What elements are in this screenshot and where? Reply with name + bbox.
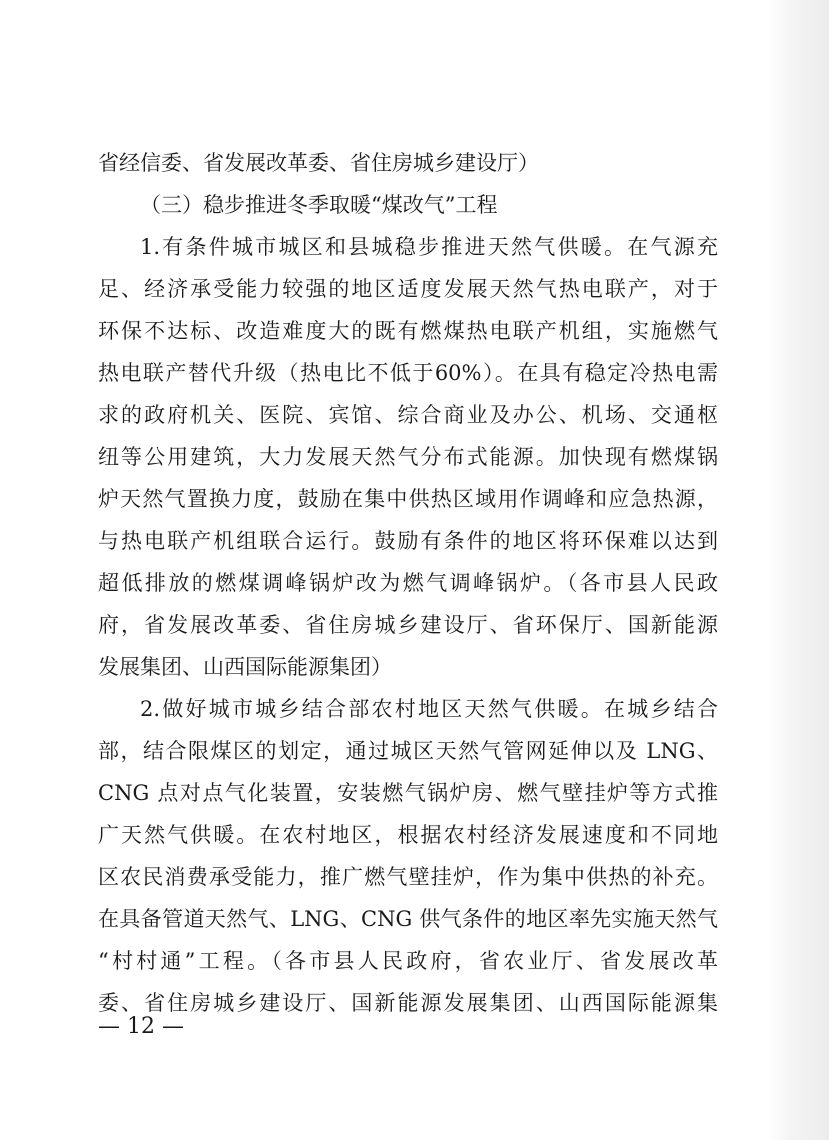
text-line-1: 省经信委、省发展改革委、省住房城乡建设厅） bbox=[98, 151, 539, 175]
text-line-15: 部，结合限煤区的划定，通过城区天然气管网延伸以及 LNG、 bbox=[98, 739, 718, 763]
text-line-3: 1.有条件城市城区和县城稳步推进天然气供暖。在气源充 bbox=[140, 235, 718, 259]
text-line-20: “村村通”工程。（各市县人民政府，省农业厅、省发展改革 bbox=[98, 949, 718, 973]
page-edge-shadow bbox=[767, 0, 829, 1140]
text-line-13: 发展集团、山西国际能源集团） bbox=[98, 655, 392, 679]
text-line-8: 纽等公用建筑，大力发展天然气分布式能源。加快现有燃煤锅 bbox=[98, 445, 718, 469]
text-line-7: 求的政府机关、医院、宾馆、综合商业及办公、机场、交通枢 bbox=[98, 403, 718, 427]
text-line-12: 府，省发展改革委、省住房城乡建设厅、省环保厅、国新能源 bbox=[98, 613, 718, 637]
section-heading: （三）稳步推进冬季取暖“煤改气”工程 bbox=[140, 193, 498, 217]
text-line-5: 环保不达标、改造难度大的既有燃煤热电联产机组，实施燃气 bbox=[98, 319, 718, 343]
text-line-6: 热电联产替代升级（热电比不低于60%）。在具有稳定冷热电需 bbox=[98, 361, 718, 385]
text-line-10: 与热电联产机组联合运行。鼓励有条件的地区将环保难以达到 bbox=[98, 529, 718, 553]
text-line-17: 广天然气供暖。在农村地区，根据农村经济发展速度和不同地 bbox=[98, 823, 718, 847]
text-line-11: 超低排放的燃煤调峰锅炉改为燃气调峰锅炉。（各市县人民政 bbox=[98, 571, 718, 595]
text-line-21: 委、省住房城乡建设厅、国新能源发展集团、山西国际能源集 bbox=[98, 991, 718, 1015]
text-line-16: CNG 点对点气化装置，安装燃气锅炉房、燃气壁挂炉等方式推 bbox=[98, 781, 718, 805]
text-line-4: 足、经济承受能力较强的地区适度发展天然气热电联产，对于 bbox=[98, 277, 718, 301]
page-number: — 12 — bbox=[98, 1014, 184, 1039]
text-line-18: 区农民消费承受能力，推广燃气壁挂炉，作为集中供热的补充。 bbox=[98, 865, 718, 889]
text-line-19: 在具备管道天然气、LNG、CNG 供气条件的地区率先实施天然气 bbox=[98, 907, 718, 931]
text-line-9: 炉天然气置换力度，鼓励在集中供热区域用作调峰和应急热源， bbox=[98, 487, 718, 511]
text-line-14: 2.做好城市城乡结合部农村地区天然气供暖。在城乡结合 bbox=[140, 697, 718, 721]
